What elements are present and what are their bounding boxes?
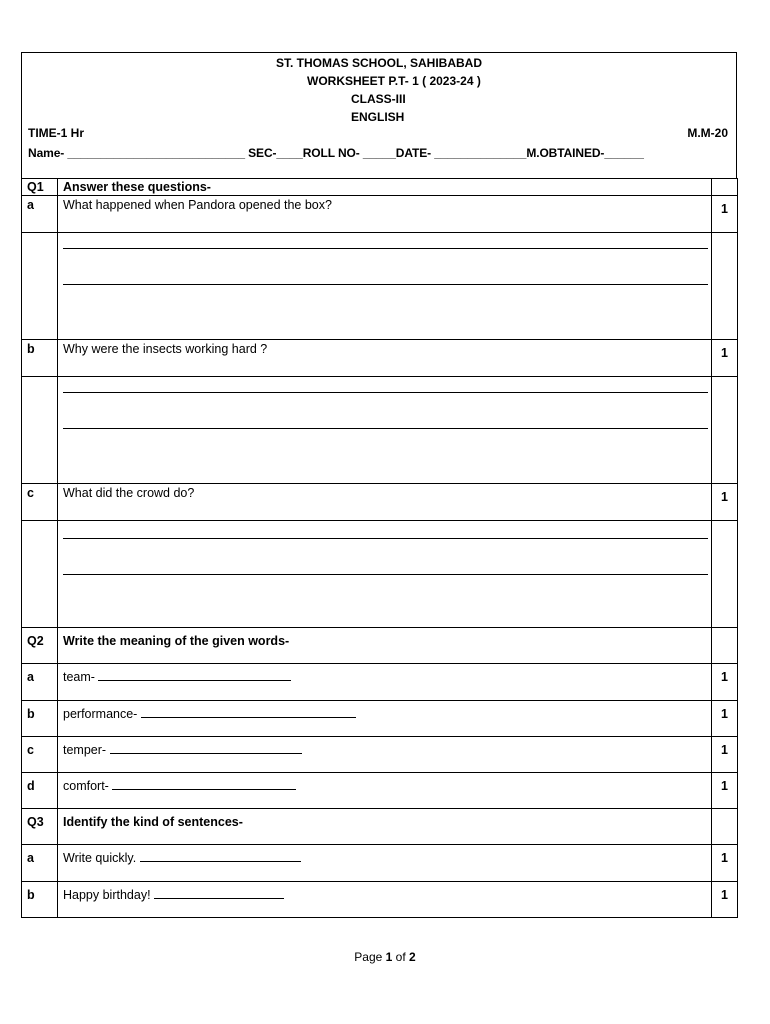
q2c-answer-blank[interactable] (110, 743, 302, 754)
q1a-answer-area[interactable] (58, 233, 712, 340)
q1c-question: What did the crowd do? (58, 484, 712, 521)
q3a-sentence: Write quickly. (63, 851, 140, 865)
q3b-answer-blank[interactable] (154, 888, 284, 899)
q2d-answer-blank[interactable] (112, 779, 296, 790)
q3a-row (22, 845, 738, 882)
q3b-item (58, 882, 712, 918)
of-word: of (392, 950, 410, 964)
q1a-question: What happened when Pandora opened the box? (58, 196, 712, 233)
q1b-answer-row (22, 377, 738, 484)
q2c-item (58, 737, 712, 773)
q2-number: Q2 (22, 628, 58, 664)
subject-label: ENGLISH (351, 110, 405, 124)
q1-marks-cell (712, 179, 738, 196)
q1-heading-row (22, 179, 738, 196)
q2c-word: temper- (63, 743, 110, 757)
q3-number: Q3 (22, 809, 58, 845)
q2a-item (58, 664, 712, 701)
q1-number: Q1 (22, 179, 58, 196)
q1a-row (22, 196, 738, 233)
q3a-marks: 1 (712, 845, 738, 882)
q1c-answer-row (22, 521, 738, 628)
answer-line (63, 392, 708, 393)
q1b-label: b (22, 340, 58, 377)
page-total: 2 (409, 950, 416, 964)
q2a-answer-blank[interactable] (98, 670, 291, 681)
q2d-word: comfort- (63, 779, 113, 793)
max-marks-label: M.M-20 (687, 126, 728, 140)
q2-title: Write the meaning of the given words- (58, 628, 712, 664)
school-name: ST. THOMAS SCHOOL, SAHIBABAD (275, 56, 482, 70)
class-label: CLASS-III (351, 92, 406, 106)
q2d-marks: 1 (712, 773, 738, 809)
q3a-item (58, 845, 712, 882)
q2b-item (58, 701, 712, 737)
answer-line (63, 428, 708, 429)
q1c-marks: 1 (712, 484, 738, 521)
worksheet-title: WORKSHEET P.T- 1 ( 2023-24 ) (307, 74, 481, 88)
q2c-label: c (22, 737, 58, 773)
time-label: TIME-1 Hr (28, 126, 85, 140)
q2a-word: team- (63, 670, 99, 684)
page-number: 1 (385, 950, 393, 964)
questions-table (21, 178, 738, 918)
answer-line (63, 538, 708, 539)
q1c-answer-area[interactable] (58, 521, 712, 628)
q3-title: Identify the kind of sentences- (58, 809, 712, 845)
q3a-label: a (22, 845, 58, 882)
page-footer (0, 950, 770, 964)
q3b-label: b (22, 882, 58, 918)
q1b-marks: 1 (712, 340, 738, 377)
q3b-sentence: Happy birthday! (63, 888, 155, 902)
q3b-row (22, 882, 738, 918)
q2d-item (58, 773, 712, 809)
worksheet-header (21, 52, 737, 178)
q2a-row (22, 664, 738, 701)
q2b-row (22, 701, 738, 737)
q2d-row (22, 773, 738, 809)
q1b-question: Why were the insects working hard ? (58, 340, 712, 377)
worksheet (21, 52, 737, 918)
q1a-marks: 1 (712, 196, 738, 233)
answer-line (63, 248, 708, 249)
q2b-answer-blank[interactable] (141, 707, 356, 718)
answer-line (63, 284, 708, 285)
q2b-marks: 1 (712, 701, 738, 737)
page-word: Page (354, 950, 386, 964)
q1-title: Answer these questions- (58, 179, 712, 196)
answer-line (63, 574, 708, 575)
q3a-answer-blank[interactable] (140, 851, 301, 862)
q2d-label: d (22, 773, 58, 809)
q2a-marks: 1 (712, 664, 738, 701)
student-fields-line: Name- ___________________________ SEC-____ROLL NO- _____DATE- ______________M.OBTAINED-______ (28, 146, 644, 160)
q3-heading-row (22, 809, 738, 845)
q1c-label: c (22, 484, 58, 521)
q2c-marks: 1 (712, 737, 738, 773)
q3b-marks: 1 (712, 882, 738, 918)
q2a-label: a (22, 664, 58, 701)
q1a-answer-row (22, 233, 738, 340)
q1a-label: a (22, 196, 58, 233)
q2b-label: b (22, 701, 58, 737)
q1b-row (22, 340, 738, 377)
q1b-answer-area[interactable] (58, 377, 712, 484)
q2c-row (22, 737, 738, 773)
q1c-row (22, 484, 738, 521)
q2b-word: performance- (63, 707, 141, 721)
q2-heading-row (22, 628, 738, 664)
